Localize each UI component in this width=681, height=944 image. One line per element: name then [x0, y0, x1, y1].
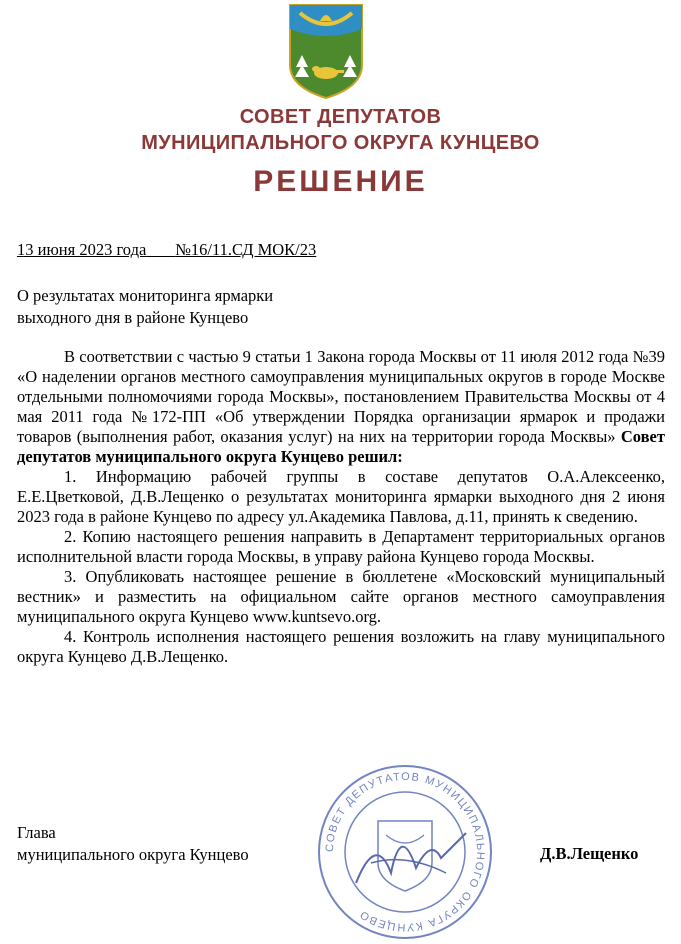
preamble-text: В соответствии с частью 9 статьи 1 Закона города Москвы от 11 июля 2012 года №39 «О наделении органов местного самоуправления муниципальных округов в городе Москве отдельными полномочиями города Москвы», постановлением Правительства Москвы от 4 мая 2011 года №172-ПП «Об утверждении Порядка организации ярмарок и продажи товаров (выполнения работ, оказания услуг) на них на территории города Москвы» — [17, 347, 665, 446]
svg-text:СОВЕТ ДЕПУТАТОВ МУНИЦИПАЛЬНОГО — [324, 771, 486, 933]
decision-body — [17, 347, 665, 667]
official-stamp-icon — [316, 763, 494, 941]
stamp-text: СОВЕТ ДЕПУТАТОВ МУНИЦИПАЛЬНОГО ОКРУГА КУНЦЕВО — [323, 770, 487, 934]
resolution-phrase: Совет депутатов муниципального округа Кунцево решил: — [17, 427, 665, 466]
signatory-name: Д.В.Лещенко — [540, 844, 639, 863]
coat-of-arms-icon — [286, 3, 366, 100]
decision-item: 3. Опубликовать настоящее решение в бюллетене «Московский муниципальный вестник» и разместить на официальном сайте органов местного самоуправления муниципального округа Кунцево www.kuntsevo.org. — [17, 567, 665, 626]
decision-subject — [17, 285, 273, 329]
decision-item: 2. Копию настоящего решения направить в Департамент территориальных органов исполнительной власти города Москвы, в управу района Кунцево города Москвы. — [17, 527, 665, 566]
date-number-line — [17, 240, 316, 260]
council-name: СОВЕТ ДЕПУТАТОВ — [239, 106, 442, 128]
district-name: МУНИЦИПАЛЬНОГО ОКРУГА КУНЦЕВО — [141, 132, 540, 154]
signatory-title — [17, 822, 249, 866]
signatory-title-line: муниципального округа Кунцево — [17, 845, 249, 864]
document-type-title: РЕШЕНИЕ — [253, 165, 428, 198]
decision-item: 4. Контроль исполнения настоящего решения возложить на главу муниципального округа Кунцево Д.В.Лещенко. — [17, 627, 665, 666]
decision-number: №16/11.СД МОК/23 — [175, 240, 317, 259]
subject-line: выходного дня в районе Кунцево — [17, 308, 249, 327]
decision-item: 1. Информацию рабочей группы в составе депутатов О.А.Алексеенко, Е.Е.Цветковой, Д.В.Лещенко о результатах мониторинга ярмарки выходного дня 2 июня 2023 года в районе Кунцево по адресу ул.Академика Павлова, д.11, принять к сведению. — [17, 467, 665, 526]
preamble-paragraph — [17, 347, 665, 467]
signatory-title-line: Глава — [17, 823, 56, 842]
decision-date: 13 июня 2023 года — [17, 240, 147, 259]
subject-line: О результатах мониторинга ярмарки — [17, 286, 274, 305]
